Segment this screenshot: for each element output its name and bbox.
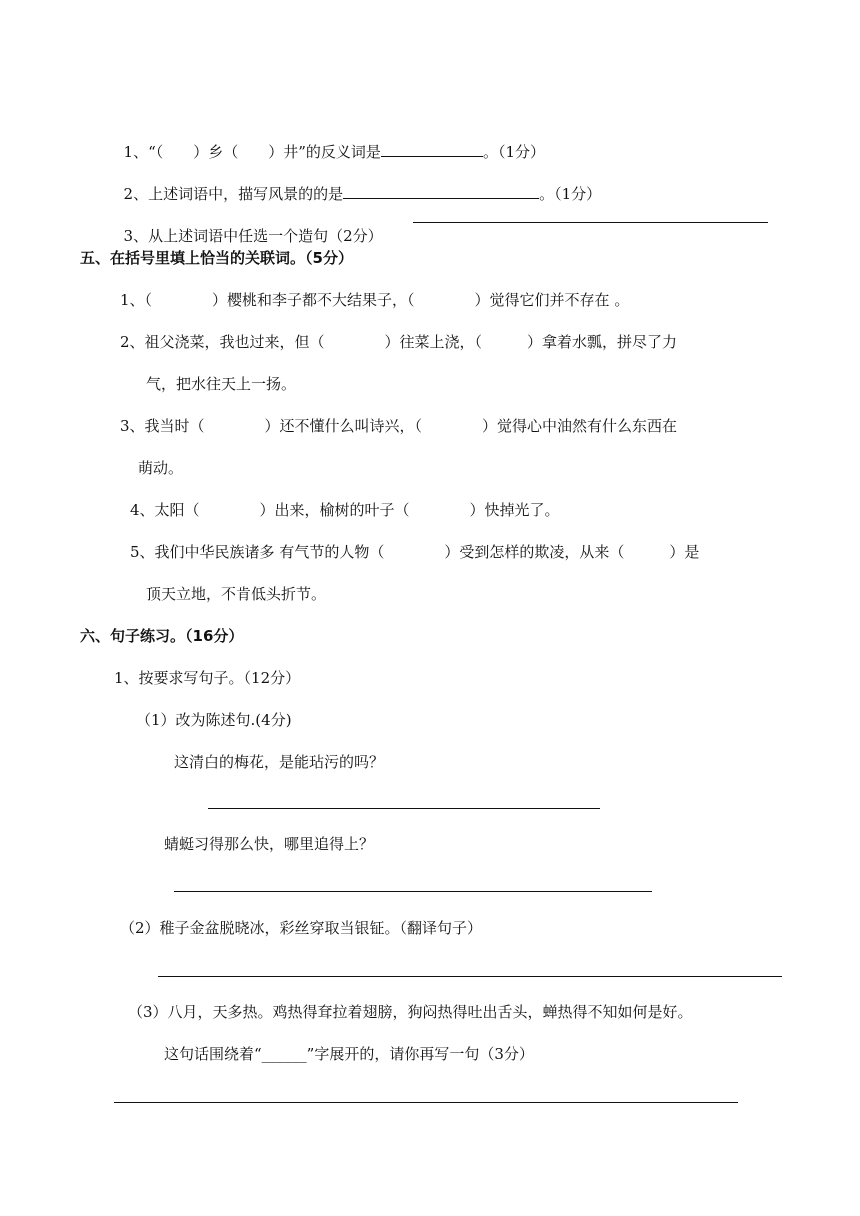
q3-text: 3、从上述词语中任选一个造句（2分） xyxy=(123,227,383,245)
s5-item-5: 5、我们中华民族诸多 有气节的人物（ ）受到怎样的欺凌，从来（ ）是 xyxy=(130,543,700,561)
section5-heading: 五、在括号里填上恰当的关联词。（5分） xyxy=(80,249,353,267)
s5-item-2-cont: 气，把水往天上一扬。 xyxy=(146,375,297,393)
s6-sub1-sentence-b: 蜻蜓习得那么快，哪里追得上？ xyxy=(164,835,375,853)
q1-line xyxy=(114,122,545,162)
q2-line xyxy=(114,164,601,204)
s5-item-3-cont: 萌动。 xyxy=(138,459,184,477)
s6-sub2-answer-line[interactable] xyxy=(158,976,782,977)
s5-item-3: 3、我当时（ ）还不懂什么叫诗兴，（ ）觉得心中油然有什么东西在 xyxy=(120,417,678,435)
s6-sub1-sentence-a: 这清白的梅花，是能玷污的吗？ xyxy=(174,753,385,771)
s6-sub1-answer-line-a[interactable] xyxy=(208,808,600,809)
s6-sub3-answer-line[interactable] xyxy=(114,1102,738,1103)
q2-score: 。（1分） xyxy=(539,185,602,203)
s6-sub1-title: （1）改为陈述句.(4分) xyxy=(136,711,292,729)
s6-sub1-answer-line-b[interactable] xyxy=(174,891,652,892)
s6-sub3: （3）八月，天多热。鸡热得耷拉着翅膀，狗闷热得吐出舌头，蝉热得不知如何是好。 xyxy=(128,1003,693,1021)
s6-sub2: （2）稚子金盆脱晓冰，彩丝穿取当银钲。（翻译句子） xyxy=(120,919,483,937)
q1-text: 1、“（ ）乡（ ）井”的反义词是 xyxy=(123,143,381,161)
s6-sub3-blank[interactable]: ______ xyxy=(261,1045,307,1063)
s6-q1: 1、按要求写句子。（12分） xyxy=(114,669,301,687)
s5-item-1: 1、（ ）樱桃和李子都不大结果子，（ ）觉得它们并不存在 。 xyxy=(120,291,630,309)
s5-item-4: 4、太阳（ ）出来，榆树的叶子（ ）快掉光了。 xyxy=(130,501,560,519)
s5-item-2: 2、祖父浇菜，我也过来，但（ ）往菜上浇，（ ）拿着水瓢，拼尽了力 xyxy=(120,333,678,351)
q3-answer-line[interactable] xyxy=(413,222,768,223)
q2-answer-blank[interactable] xyxy=(343,184,539,199)
q3-line xyxy=(114,206,383,246)
q1-score: 。（1分） xyxy=(482,143,545,161)
s5-item-5-cont: 顶天立地，不肯低头折节。 xyxy=(146,585,327,603)
s6-sub3-prompt-after: ”字展开的，请你再写一句（3分） xyxy=(306,1045,534,1063)
s6-sub3-prompt xyxy=(164,1044,534,1064)
q2-text: 2、上述词语中，描写风景的的是 xyxy=(123,185,344,203)
s6-sub3-prompt-before: 这句话围绕着“ xyxy=(164,1045,262,1063)
section6-heading: 六、句子练习。（16分） xyxy=(80,627,244,645)
q1-answer-blank[interactable] xyxy=(381,142,483,157)
